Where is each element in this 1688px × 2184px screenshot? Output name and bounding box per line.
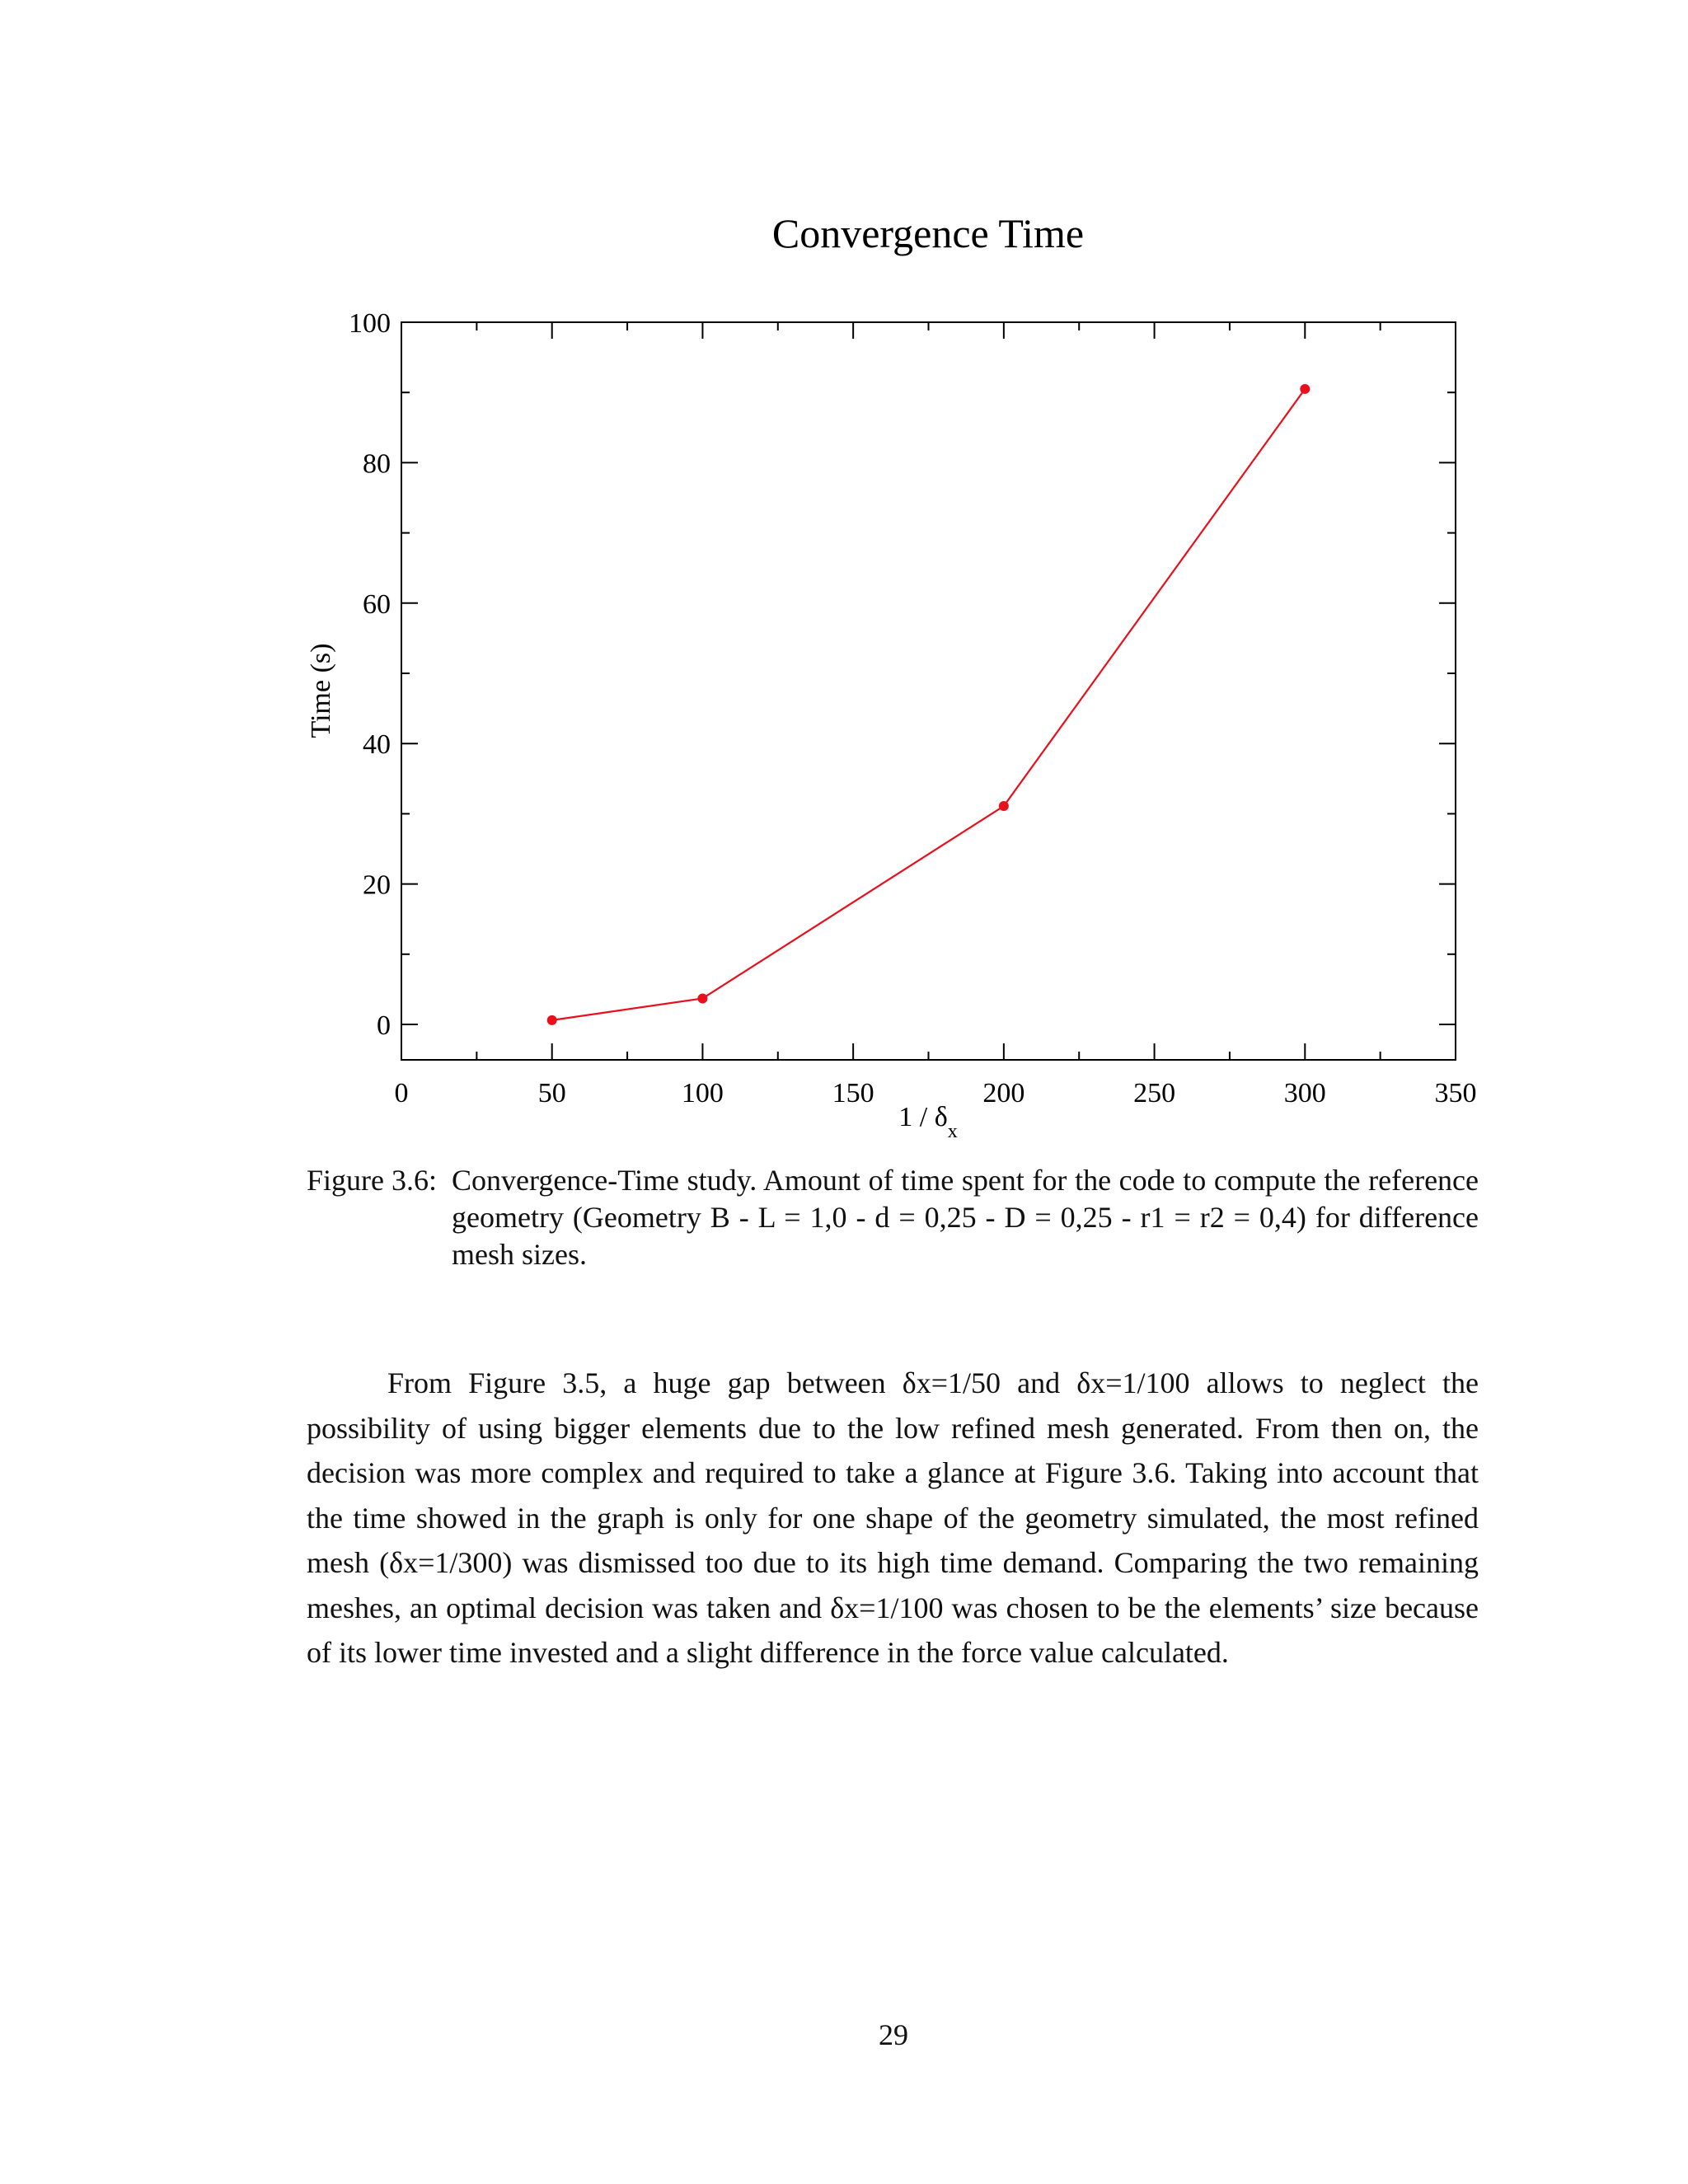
- y-tick-label: 80: [363, 448, 391, 480]
- x-tick-label: 250: [1133, 1078, 1176, 1108]
- y-tick-label: 100: [349, 308, 391, 339]
- x-tick-label: 50: [537, 1078, 566, 1108]
- caption-label: Figure 3.6:: [307, 1164, 437, 1197]
- x-tick-label: 350: [1434, 1078, 1477, 1108]
- figure-caption: [307, 1162, 1479, 1273]
- x-tick-label: 300: [1283, 1078, 1326, 1108]
- x-axis-label: $1 / \delta_x$: [898, 1102, 958, 1142]
- data-point: [697, 993, 707, 1003]
- page-number: 29: [879, 2018, 908, 2051]
- body-paragraph: From Figure 3.5, a huge gap between δx=1/50 and δx=1/100 allows to neglect the possibility of using bigger elements due to the low refined mesh generated. From then on, the decision was more complex and required to take a glance at Figure 3.6. Taking into account that the time showed in the graph is only for one shape of the geometry simulated, the most refined mesh (δx=1/300) was dismissed too due to its high time demand. Comparing the two remaining meshes, an optimal decision was taken and δx=1/100 was chosen to be the elements’ size because of its lower time invested and a slight difference in the force value calculated.: [307, 1366, 1479, 1669]
- data-series: [547, 384, 1311, 1025]
- series-line: [552, 389, 1306, 1020]
- y-tick-label: 0: [377, 1010, 391, 1041]
- axis-ticks: [401, 322, 1456, 1060]
- caption-text: Convergence-Time study. Amount of time spent for the code to compute the reference geometry (Geometry B - L = 1,0 - d = 0,25 - D = 0,25 - r1 = r2 = 0,4) for difference mesh sizes.: [452, 1164, 1479, 1271]
- data-point: [999, 801, 1009, 811]
- y-axis-label: Time (s): [306, 643, 336, 738]
- chart-title: Convergence Time: [771, 210, 1085, 256]
- y-tick-label: 40: [363, 729, 391, 761]
- x-tick-label: 150: [832, 1078, 874, 1108]
- y-tick-label: 20: [363, 869, 391, 901]
- y-tick-label: 60: [363, 588, 391, 620]
- x-tick-label: 100: [681, 1078, 724, 1108]
- x-tick-label: 200: [982, 1078, 1025, 1108]
- data-point: [1300, 384, 1310, 394]
- x-tick-label: 0: [394, 1078, 409, 1108]
- data-point: [547, 1015, 557, 1025]
- plot-frame: [401, 322, 1456, 1060]
- axis-tick-labels: [349, 308, 1477, 1108]
